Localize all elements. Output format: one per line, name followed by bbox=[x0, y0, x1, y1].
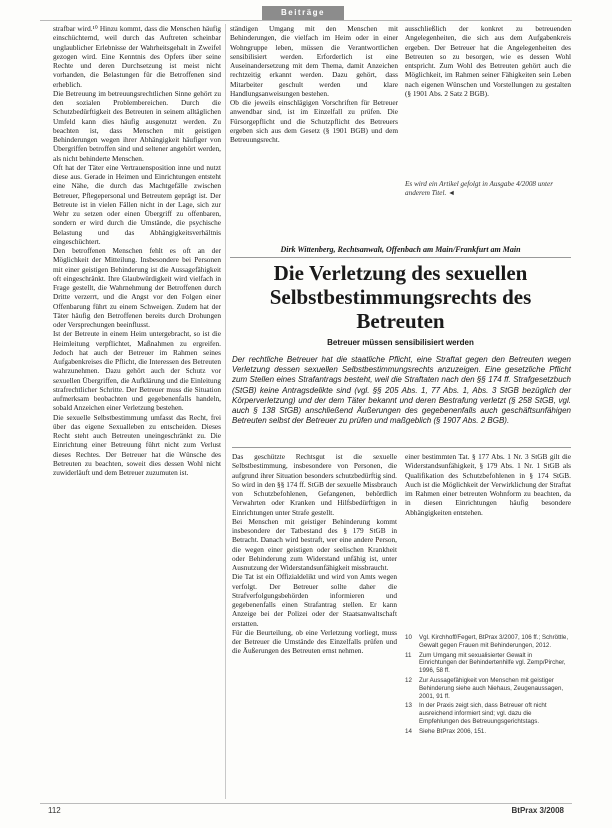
footnote-text: Siehe BtPrax 2006, 151. bbox=[419, 727, 487, 735]
footnote-text: In der Praxis zeigt sich, dass Betreuer oft nicht ausreichend informiert sind; vgl. dazu die Empfehlungen des Betreuungsgerichtstags. bbox=[419, 702, 547, 725]
footer-rule bbox=[40, 803, 572, 804]
column-1 bbox=[53, 24, 221, 800]
journal-issue: BtPrax 3/2008 bbox=[511, 806, 564, 815]
paragraph: einer bestimmten Tat. § 177 Abs. 1 Nr. 3 StGB gilt die Widerstandsunfähigkeit, § 179 Abs. 1 Nr. 1 StGB als Qualifikation des Schutzbefohlenen in § 174 StGB. Auch ist die Möglichkeit der Verwirklichung der Straftat im Rahmen einer betreuten Wohnform zu beachten, da in diesen Einrichtungen häufig besondere Abhängigkeiten entstehen. bbox=[405, 452, 571, 517]
paragraph: Das geschützte Rechtsgut ist die sexuelle Selbstbestimmung, insbesondere von Personen, die aufgrund ihrer Situation besonders schutzbedürftig sind. So wird in den §§ 174 ff. StGB der sexuelle Missbrauch von Schutzbefohlenen, Gefangenen, behördlich Verwahrten oder Kranken und Hilfsbedürftigen in Einrichtungen unter Strafe gestellt. bbox=[232, 452, 397, 517]
paragraph: Die Tat ist ein Offizialdelikt und wird von Amts wegen verfolgt. Der Betreuer sollte daher die Strafverfolgungsbehörden informieren und gegebenenfalls einen Strafantrag stellen. Er kann Anzeige bei der Polizei oder der Staatsanwaltschaft erstatten. bbox=[232, 572, 397, 628]
author-byline: Dirk Wittenberg, Rechtsanwalt, Offenbach am Main/Frankfurt am Main bbox=[230, 245, 571, 258]
footnote bbox=[405, 634, 571, 650]
article-subtitle: Betreuer müssen sensibilisiert werden bbox=[327, 338, 474, 347]
footnote bbox=[405, 702, 571, 725]
footnote-number: 11 bbox=[405, 651, 412, 659]
article-title: Die Verletzung des sexuellen Selbstbestimmungsrechts des Betreuten bbox=[269, 261, 532, 333]
paragraph: Ist der Betreute in einem Heim untergebracht, so ist die Heimleitung verpflichtet, Maßnahmen zu ergreifen. Jedoch hat auch der Betreuer im Rahmen seines Aufgabenkreises die Pflicht, die Interessen des Betreuten wahrzunehmen. Dazu gehört auch der Schutz vor sexuellen Übergriffen, die Aufklärung und die Einleitung strafrechtlicher Schritte. Der Betreuer muss die Situation aufmerksam beobachten und gegebenenfalls handeln, sobald Anzeichen einer Verletzung bestehen. bbox=[53, 329, 221, 413]
footnote-text: Zum Umgang mit sexualisierter Gewalt in Einrichtungen der Behindertenhilfe vgl. Zemp/Pircher, 1996, 58 ff. bbox=[419, 651, 566, 675]
footnote-text: Vgl. Kirchhoff/Fegert, BtPrax 3/2007, 106 ff.; Schröttle, Gewalt gegen Frauen mit Behinderungen, 2012. bbox=[419, 634, 569, 649]
footnote bbox=[405, 677, 571, 700]
header-rule bbox=[40, 20, 572, 21]
paragraph: Den betroffenen Menschen fehlt es oft an der Möglichkeit der Mitteilung. Insbesondere bei Personen mit einer geistigen Behinderung ist die Aussagefähigkeit oft eingeschränkt. Ihre Glaubwürdigkeit wird vielfach in Frage gestellt, die Wahrnehmung der Betroffenen durch Dritte verzerrt, und die Angst vor den Folgen einer Offenbarung führt zu einem Schweigen. Zudem hat der Täter häufig den Betroffenen bereits durch Drohungen oder Versprechungen beeinflusst. bbox=[53, 246, 221, 329]
footnote bbox=[405, 728, 571, 736]
column-4 bbox=[232, 452, 397, 798]
footnotes bbox=[405, 634, 571, 738]
paragraph: Die Betreuung im betreuungsrechtlichen Sinne gehört zu den sozialen Problembereichen. Durch die Schutzbedürftigkeit des Betreuten in seinem alltäglichen Umfeld kann dies häufig ausgenutzt werden. Zu beachten ist, dass Menschen mit geistigen Behinderungen wegen ihrer Abhängigkeit häufiger von Übergriffen betroffen sind und seltener angehört werden, als nicht behinderte Menschen. bbox=[53, 88, 221, 163]
page-number: 112 bbox=[48, 806, 61, 815]
article-abstract: Der rechtliche Betreuer hat die staatliche Pflicht, eine Straftat gegen den Betreuten wegen Verletzung dessen sexuellen Selbstbestimmungsrechts anzuzeigen. Eine gesetzliche Pflicht zum Stellen eines Strafantrags besteht, weil die Straftaten nach den §§ 174 ff. Strafgesetzbuch (StGB) keine Antragsdelikte sind (vgl. §§ 205 Abs. 1, 77 Abs. 1, Abs. 3 StGB bezüglich der Körperverletzung) und der dem Täter bekannt und deren Bestrafung verletzt (§ 258 StGB, vgl. auch § 138 StGB) anschließend Äußerungen des gegebenenfalls auch geschäftsunfähigen Betreuten selbst der Betreuer zu prüfen und maßgeblich (§ 1907 Abs. 2 BGB). bbox=[232, 355, 571, 426]
abstract-rule bbox=[232, 447, 571, 448]
column-2 bbox=[230, 24, 398, 238]
footnote-number: 14 bbox=[405, 727, 412, 735]
footnote-text: Zur Aussagefähigkeit von Menschen mit geistiger Behinderung siehe auch Niehaus, Zeugenaussagen, 2001, 91 ff. bbox=[419, 676, 564, 700]
footnote-number: 12 bbox=[405, 676, 412, 684]
paragraph: Bei Menschen mit geistiger Behinderung kommt insbesondere der Tatbestand des § 179 StGB in Betracht. Danach wird bestraft, wer eine andere Person, die wegen einer geistigen oder seelischen Krankheit oder Behinderung zum Widerstand unfähig ist, unter Ausnutzung der Widerstandsunfähigkeit missbraucht. bbox=[232, 516, 397, 572]
paragraph: Oft hat der Täter eine Vertrauensposition inne und nutzt diese aus. Gerade in Heimen und Einrichtungen entsteht eine Nähe, die durch das Machtgefälle zwischen Betreuer, Pflegepersonal und Betreutem geprägt ist. Der Betreute ist in vielen Fällen nicht in der Lage, sich zur Wehr zu setzen oder einen Übergriff zu offenbaren, sondern er wird durch die Umstände, die psychische Belastung und das Abhängigkeitsverhältnis eingeschüchtert. bbox=[53, 162, 221, 246]
footnote-number: 10 bbox=[405, 634, 412, 641]
paragraph: Ob die jeweils einschlägigen Vorschriften für Betreuer anwendbar sind, ist im Einzelfall zu prüfen. Die Fürsorgepflicht und die Schutzpflicht des Betreuers ergeben sich aus dem Gesetz (§ 1901 BGB) und dem Betreuungsrecht. bbox=[230, 98, 398, 144]
paragraph: ständigen Umgang mit den Menschen mit Behinderungen, die vielfach im Heim oder in einer Wohngruppe leben, müssen die Verantwortlichen sensibilisiert werden. Erforderlich ist eine Auseinandersetzung mit dem Thema, damit Anzeichen rechtzeitig erkannt werden. Dazu gehört, dass Mitarbeiter geschult werden und klare Handlungsanweisungen bestehen. bbox=[230, 24, 398, 98]
article-end-note: Es wird ein Artikel gefolgt in Ausgabe 4/2008 unter anderem Titel. ◄ bbox=[405, 180, 553, 197]
paragraph: ausschließlich der konkret zu betreuenden Angelegenheiten, die sich aus dem Aufgabenkreis ergeben. Der Betreuer hat die Angelegenheiten des Betreuten so zu besorgen, wie es dessen Wohl entspricht. Zum Wohl des Betreuten gehört auch die Möglichkeit, im Rahmen seiner Fähigkeiten sein Leben nach eigenen Wünschen und Vorstellungen zu gestalten (§ 1901 Abs. 2 Satz 2 BGB). bbox=[405, 24, 571, 98]
column-5 bbox=[405, 452, 571, 618]
footnote-number: 13 bbox=[405, 702, 412, 710]
paragraph: strafbar wird.¹⁰ Hinzu kommt, dass die Menschen häufig einschüchternd, weil durch das Auftreten scheinbar unglaublicher Erlebnisse der Wahrheitsgehalt in Zweifel gezogen wird. Eine Kenntnis des Opfers über seine Rechte und deren Durchsetzung ist meist nicht vorhanden, die Belastungen für die Betroffenen sind erheblich. bbox=[53, 24, 221, 89]
column-divider bbox=[225, 24, 226, 799]
paragraph: Für die Beurteilung, ob eine Verletzung vorliegt, muss der Betreuer die Umstände des Einzelfalls prüfen und die Äußerungen des Betreuten ernst nehmen. bbox=[232, 627, 397, 656]
section-header: Beiträge bbox=[262, 6, 344, 20]
footnote bbox=[405, 652, 571, 675]
paragraph: Die sexuelle Selbstbestimmung umfasst das Recht, frei über das eigene Sexualleben zu entscheiden. Dieses Recht steht auch Betreuten uneingeschränkt zu. Die Einrichtung einer Betreuung führt nicht zum Verlust dieses Rechtes. Der Betreuer hat die Wünsche des Betreuten zu beachten, soweit dies dessen Wohl nicht zuwiderläuft und dem Betreuer zuzumuten ist. bbox=[53, 412, 221, 477]
column-3 bbox=[405, 24, 571, 174]
